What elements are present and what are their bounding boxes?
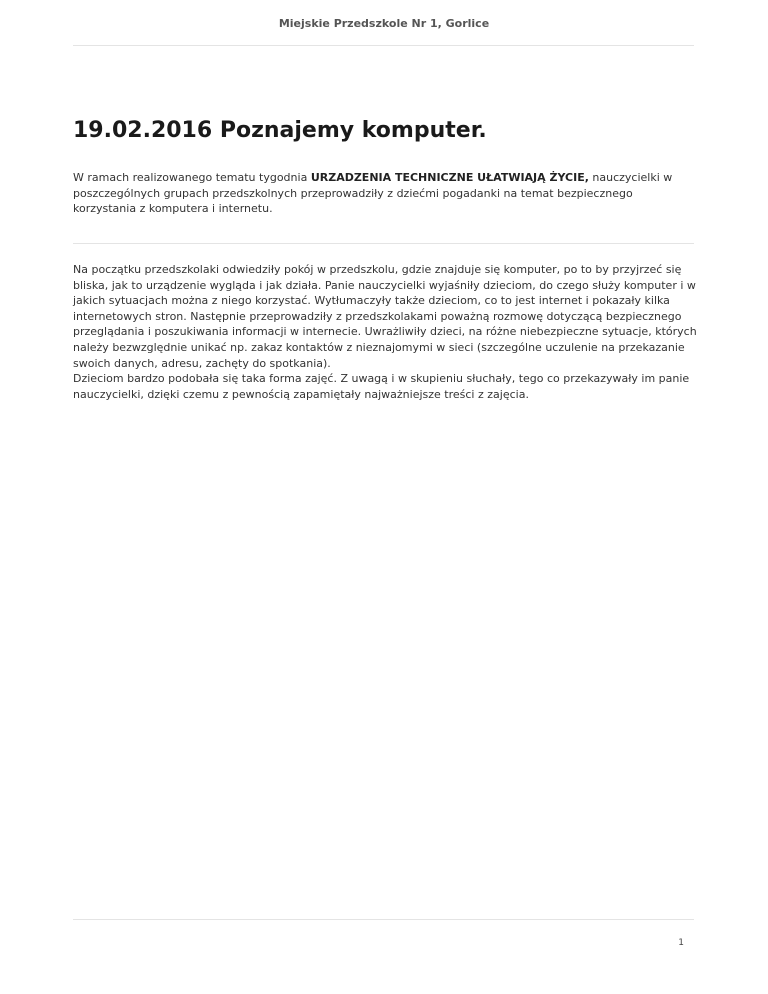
page-number: 1 [678, 938, 684, 948]
article-title: 19.02.2016 Poznajemy komputer. [73, 118, 487, 143]
week-topic-emphasis: URZADZENIA TECHNICZNE UŁATWIAJĄ ŻYCIE, [310, 171, 589, 184]
intro-text-end: nauczycielki w poszczególnych grupach przedszkolnych przeprowadziły z dziećmi pogadanki na temat bezpiecznego korzystania z komputera i internetu. [73, 171, 673, 216]
intro-paragraph [73, 170, 698, 217]
header-divider [73, 45, 694, 46]
content-divider [73, 243, 694, 244]
body-paragraph-1: Na początku przedszkolaki odwiedziły pokój w przedszkolu, gdzie znajduje się komputer, po to by przyjrzeć się bliska, jak to urządzenie wygląda i jak działa. Panie nauczycielki wyjaśniły dzieciom, do czego służy komputer i w jakich sytuacjach można z niego korzystać. Wytłumaczyły także dzieciom, co to jest internet i pokazały kilka internetowych stron. Następnie przeprowadziły z przedszkolakami poważną rozmowę dotyczącą bezpiecznego przeglądania i poszukiwania informacji w internecie. Uwrażliwiły dzieci, na różne niebezpieczne sytuacje, których należy bezwzględnie unikać np. zakaz kontaktów z nieznajomymi w sieci (szczególne uczulenie na przekazanie swoich danych, adresu, zachęty do spotkania). [73, 263, 697, 370]
intro-text-start: W ramach realizowanego tematu tygodnia [73, 171, 311, 184]
site-name-header: Miejskie Przedszkole Nr 1, Gorlice [278, 17, 490, 30]
footer-divider [73, 919, 694, 920]
body-paragraph-2: Dzieciom bardzo podobała się taka forma zajęć. Z uwagą i w skupieniu słuchały, tego co przekazywały im panie nauczycielki, dzięki czemu z pewnością zapamiętały najważniejsze treści z zajęcia. [73, 372, 690, 401]
